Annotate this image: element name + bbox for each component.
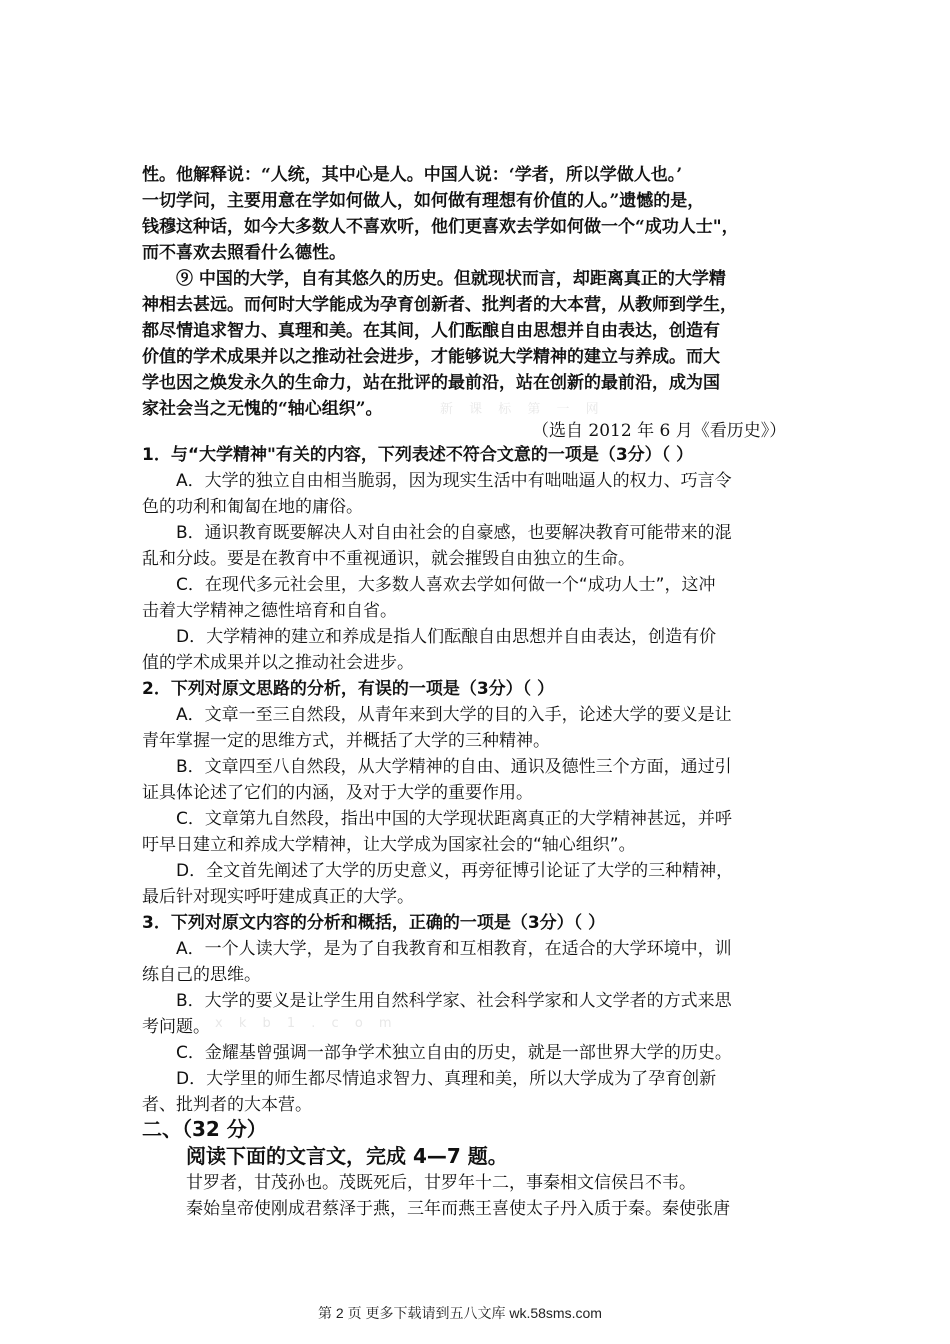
option-line: A．一个人读大学，是为了自我教育和互相教育，在适合的大学环境中，训 — [176, 939, 732, 959]
classical-text-line: 甘罗者，甘茂孙也。茂既死后，甘罗年十二，事秦相文信侯吕不韦。 — [186, 1173, 696, 1193]
option-line: 值的学术成果并以之推动社会进步。 — [142, 653, 414, 673]
option-line: B．通识教育既要解决人对自由社会的自豪感，也要解决教育可能带来的混 — [176, 523, 732, 543]
section-instruction: 阅读下面的文言文，完成 4—7 题。 — [186, 1144, 508, 1168]
option-line: 色的功利和匍匐在地的庸俗。 — [142, 497, 363, 517]
question-stem: 2．下列对原文思路的分析，有误的一项是（3分）（ ） — [142, 679, 555, 699]
question-stem: 3．下列对原文内容的分析和概括，正确的一项是（3分）（ ） — [142, 913, 606, 933]
option-line: 最后针对现实呼吁建成真正的大学。 — [142, 887, 414, 907]
option-line: 乱和分歧。要是在教育中不重视通识，就会摧毁自由独立的生命。 — [142, 549, 635, 569]
option-line: 击着大学精神之德性培育和自省。 — [142, 601, 397, 621]
option-line: A．大学的独立自由相当脆弱，因为现实生活中有咄咄逼人的权力、巧言令 — [176, 471, 732, 491]
section-heading: 二、（32 分） — [142, 1117, 267, 1141]
option-line: 证具体论述了它们的内涵，及对于大学的重要作用。 — [142, 783, 533, 803]
passage-line: 一切学问，主要用意在学如何做人，如何做有理想有价值的人。”遗憾的是， — [142, 191, 705, 211]
option-line: A．文章一至三自然段，从青年来到大学的目的入手，论述大学的要义是让 — [176, 705, 732, 725]
passage-line: 价值的学术成果并以之推动社会进步，才能够说大学精神的建立与养成。而大 — [142, 347, 720, 367]
option-line: B．大学的要义是让学生用自然科学家、社会科学家和人文学者的方式来思 — [176, 991, 732, 1011]
passage-line: ⑨ 中国的大学，自有其悠久的历史。但就现状而言，却距离真正的大学精 — [176, 269, 726, 289]
option-line: C．在现代多元社会里，大多数人喜欢去学如何做一个“成功人士”，这冲 — [176, 575, 716, 595]
passage-line: 而不喜欢去照看什么德性。 — [142, 243, 346, 263]
page-footer: 第 2 页 更多下载请到五八文库 wk.58sms.com — [318, 1305, 602, 1321]
option-line: C．金耀基曾强调一部争学术独立自由的历史，就是一部世界大学的历史。 — [176, 1043, 732, 1063]
passage-line: 钱穆这种话，如今大多数人不喜欢听，他们更喜欢去学如何做一个“成功人士"， — [142, 217, 739, 237]
source-citation: （选自 2012 年 6 月《看历史》） — [532, 421, 787, 441]
passage-line: 家社会当之无愧的“轴心组织”。 — [142, 399, 383, 419]
passage-line: 都尽情追求智力、真理和美。在其间，人们酝酿自由思想并自由表达，创造有 — [142, 321, 720, 341]
question-stem: 1．与“大学精神"有关的内容，下列表述不符合文意的一项是（3分）（ ） — [142, 445, 694, 465]
option-line: D．大学精神的建立和养成是指人们酝酿自由思想并自由表达，创造有价 — [176, 627, 717, 647]
option-line: 者、批判者的大本营。 — [142, 1095, 312, 1115]
option-line: D．大学里的师生都尽情追求智力、真理和美，所以大学成为了孕育创新 — [176, 1069, 717, 1089]
option-line: D．全文首先阐述了大学的历史意义，再旁征博引论证了大学的三种精神， — [176, 861, 734, 881]
option-line: 吁早日建立和养成大学精神，让大学成为国家社会的“轴心组织”。 — [142, 835, 636, 855]
option-line: 考问题。 — [142, 1017, 210, 1037]
passage-line: 神相去甚远。而何时大学能成为孕育创新者、批判者的大本营，从教师到学生， — [142, 295, 737, 315]
watermark: x k b 1 . c o m — [215, 1016, 398, 1031]
option-line: 青年掌握一定的思维方式，并概括了大学的三种精神。 — [142, 731, 550, 751]
watermark: 新 课 标 第 一 网 — [440, 402, 605, 417]
passage-line: 学也因之焕发永久的生命力，站在批评的最前沿，站在创新的最前沿，成为国 — [142, 373, 720, 393]
option-line: B．文章四至八自然段，从大学精神的自由、通识及德性三个方面，通过引 — [176, 757, 732, 777]
option-line: C．文章第九自然段，指出中国的大学现状距离真正的大学精神甚远，并呼 — [176, 809, 732, 829]
option-line: 练自己的思维。 — [142, 965, 261, 985]
classical-text-line: 秦始皇帝使刚成君蔡泽于燕，三年而燕王喜使太子丹入质于秦。秦使张唐 — [186, 1199, 730, 1219]
passage-line: 性。他解释说：“人统，其中心是人。中国人说：‘学者，所以学做人也。’ — [142, 165, 683, 185]
